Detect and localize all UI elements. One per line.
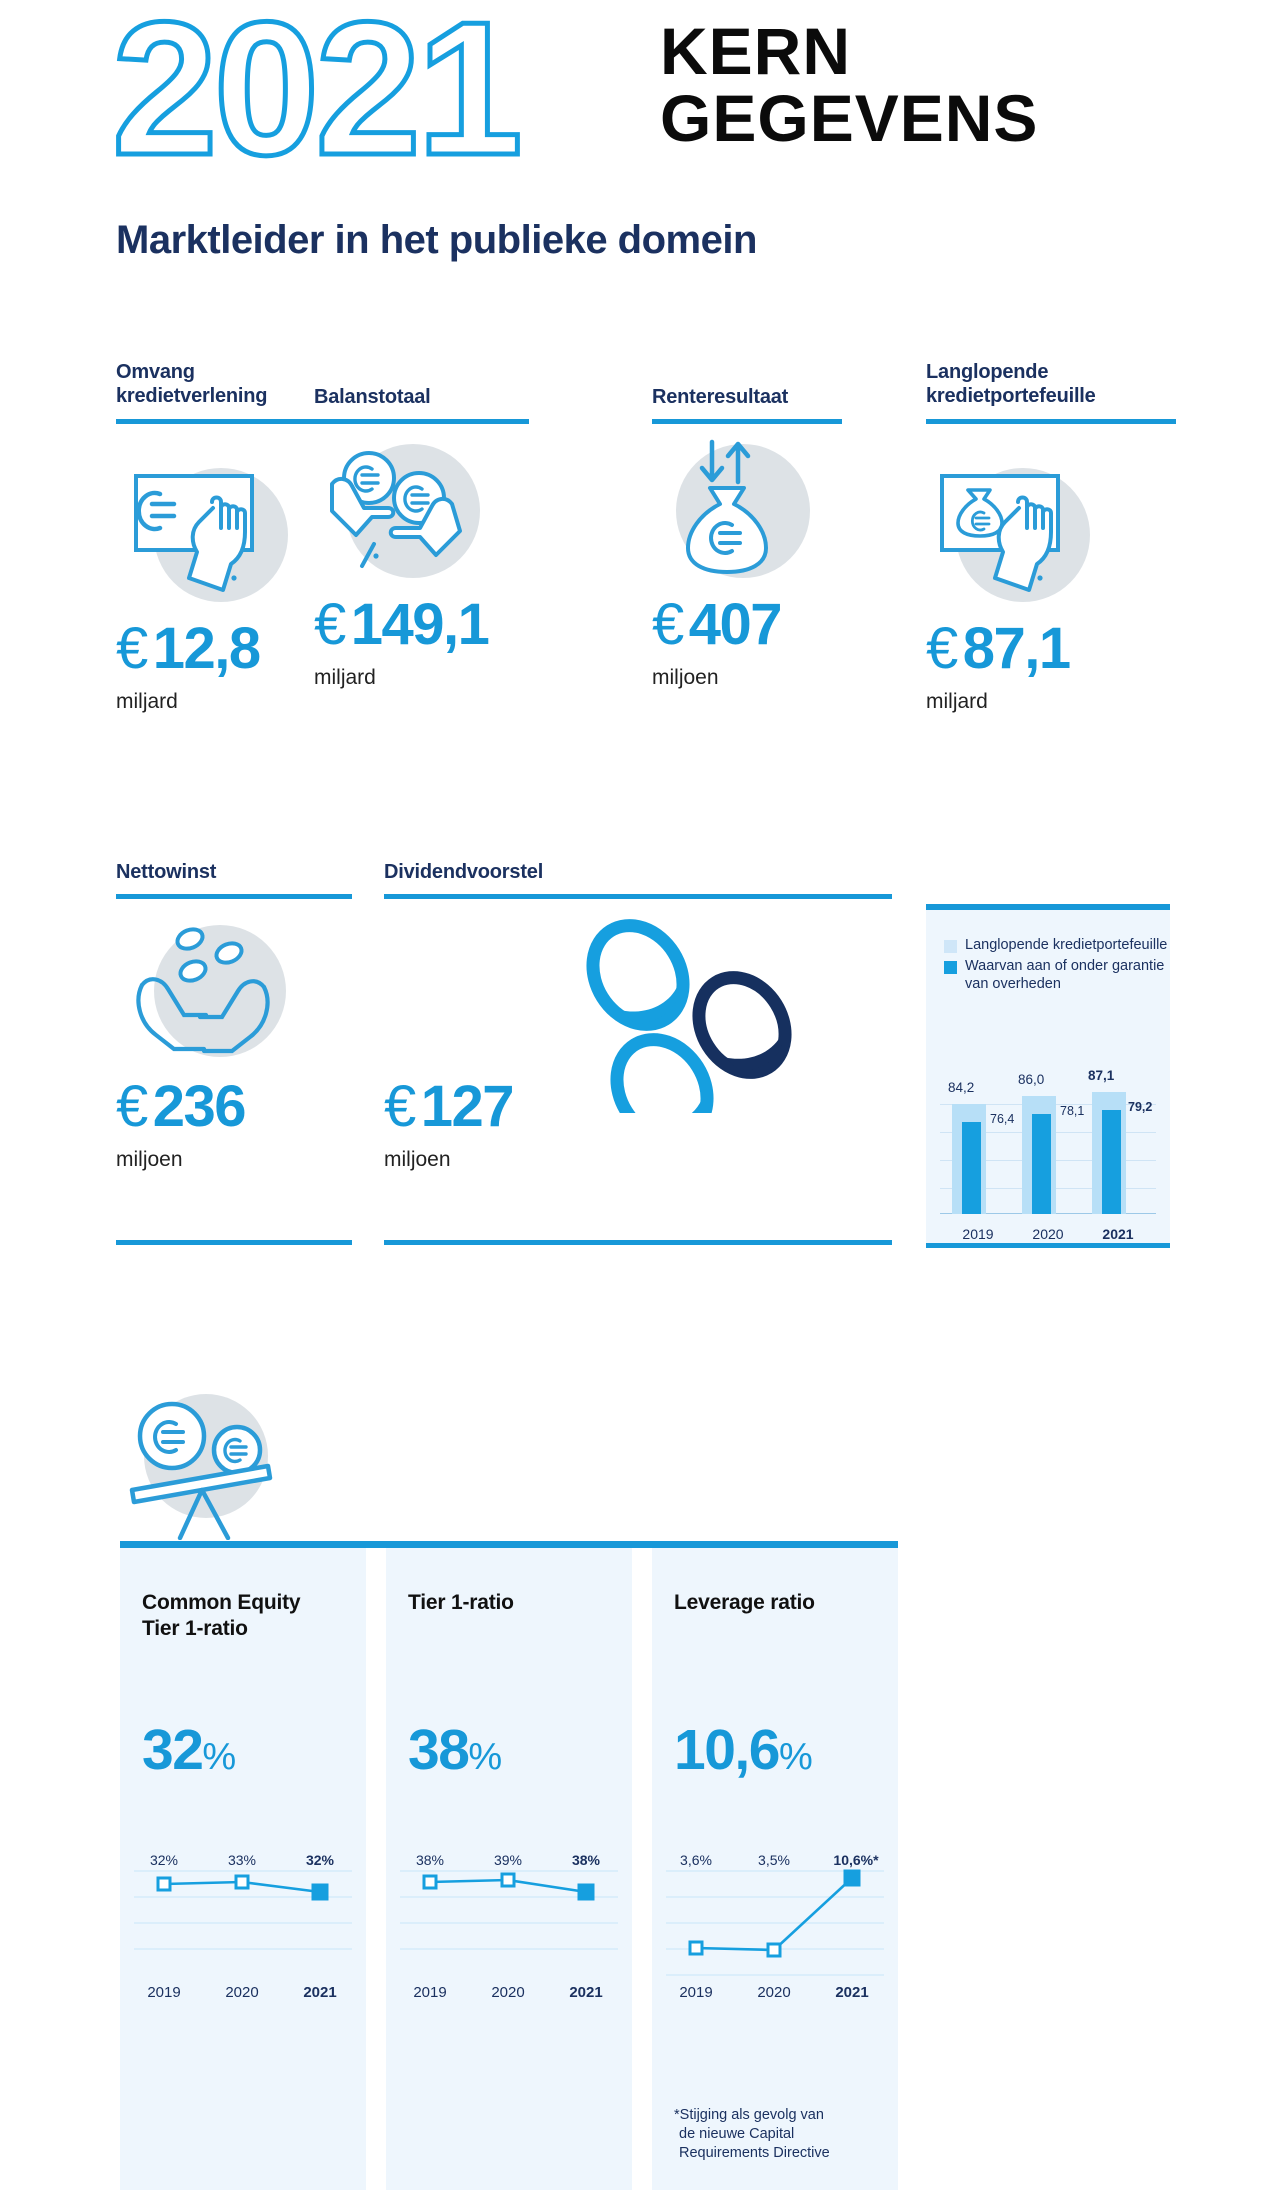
ratio-title: Tier 1-ratio <box>408 1591 514 1614</box>
line-marker-2021 <box>844 1870 861 1887</box>
ratio-section-rule <box>120 1541 898 1548</box>
line-xtick-2021: 2021 <box>835 1984 869 2001</box>
line-marker-2021 <box>578 1884 595 1901</box>
line-marker-2019 <box>423 1875 438 1890</box>
line-xtick-2019: 2019 <box>413 1984 447 2001</box>
year-text: 2021 <box>112 14 519 174</box>
legend-item-0 <box>944 936 1170 955</box>
kpi-title: Langlopende kredietportefeuille <box>926 361 1096 408</box>
icon-graphic <box>652 426 842 596</box>
money-bag-arrows-icon <box>652 426 842 596</box>
kpi-rule <box>116 419 346 424</box>
bar-label-dark-2019: 76,4 <box>990 1112 1015 1126</box>
kpi-rule <box>116 894 352 899</box>
year-outline-2021 <box>112 14 672 174</box>
kpi-value: € 127 <box>384 1074 514 1140</box>
line-path-svg <box>128 1816 358 2006</box>
kpi-rule <box>314 419 529 424</box>
ratio-value: 32% <box>142 1718 235 1782</box>
ratio-title: Common Equity Tier 1-ratio <box>142 1591 301 1641</box>
kpi-value: € 407 <box>652 592 782 658</box>
bar-label-light-2021: 87,1 <box>1088 1068 1115 1083</box>
percent-symbol: % <box>468 1736 501 1778</box>
ratio-line-chart-cet1 <box>128 1816 358 2006</box>
dividendvoorstel-bottom-rule <box>384 1240 892 1245</box>
line-xtick-2020: 2020 <box>225 1984 259 2001</box>
icon-graphic <box>116 913 336 1078</box>
ratio-value: 38% <box>408 1718 501 1782</box>
euro-symbol: € <box>116 1074 147 1140</box>
euro-symbol: € <box>314 592 345 658</box>
ratio-line-chart-tier1 <box>394 1816 624 2006</box>
line-path-svg <box>660 1816 890 2006</box>
kpi-unit: miljoen <box>652 666 719 690</box>
kpi-title: Renteresultaat <box>652 386 789 408</box>
bar-garantie-2020 <box>1032 1114 1051 1214</box>
legend-swatch-dark <box>944 961 957 974</box>
bar-garantie-2019 <box>962 1122 981 1214</box>
hand-pointing-money-bag-icon <box>926 450 1176 620</box>
kpi-unit: miljard <box>116 689 178 713</box>
kpi-rule <box>926 419 1176 424</box>
line-path-svg <box>394 1816 624 2006</box>
line-xtick-2019: 2019 <box>147 1984 181 2001</box>
bar-chart-panel <box>926 904 1170 1248</box>
icon-graphic <box>110 1380 320 1540</box>
legend-swatch-light <box>944 940 957 953</box>
point-label-2021: 38% <box>571 1852 601 1868</box>
point-label-2019: 32% <box>149 1852 179 1868</box>
point-label-2020: 3,5% <box>758 1852 790 1868</box>
line-xtick-2019: 2019 <box>679 1984 713 2001</box>
icon-graphic <box>116 450 316 620</box>
line-marker-2020 <box>501 1873 516 1888</box>
bar-garantie-2021 <box>1102 1110 1121 1214</box>
nettowinst-bottom-rule <box>116 1240 352 1245</box>
kpi-title: Nettowinst <box>116 861 217 883</box>
icon-graphic <box>926 450 1136 620</box>
bar-group-2021 <box>1088 1068 1153 1242</box>
bar-chart-legend <box>944 936 1170 996</box>
kpi-title: Dividendvoorstel <box>384 861 544 883</box>
bar-label-light-2019: 84,2 <box>948 1080 975 1095</box>
bar-label-light-2020: 86,0 <box>1018 1072 1045 1087</box>
kpi-card-omvang-kredietverlening <box>116 360 346 714</box>
point-label-2021: 10,6%* <box>833 1852 879 1868</box>
balance-scale-euro-icon <box>110 1380 320 1540</box>
bar-label-dark-2020: 78,1 <box>1060 1104 1085 1118</box>
kpi-card-dividendvoorstel <box>384 860 892 1172</box>
kpi-card-renteresultaat <box>652 385 842 690</box>
line-xtick-2021: 2021 <box>569 1984 603 2001</box>
kpi-card-langlopende-kredietportefeuille <box>926 360 1176 714</box>
legend-label-1: Waarvan aan of onder garantie van overheden <box>965 957 1165 993</box>
kpi-unit: miljoen <box>116 1148 183 1172</box>
kpi-unit: miljard <box>314 666 376 690</box>
bar-group-2019 <box>948 1080 1015 1242</box>
euro-symbol: € <box>652 592 683 658</box>
percent-symbol: % <box>778 1736 812 1778</box>
ratio-value: 10,6% <box>674 1718 812 1782</box>
kpi-unit: miljard <box>926 689 988 713</box>
point-label-2020: 33% <box>227 1852 257 1868</box>
kpi-title: Balanstotaal <box>314 386 431 408</box>
kpi-value: € 12,8 <box>116 615 260 681</box>
kpi-rule <box>652 419 842 424</box>
line-xtick-2020: 2020 <box>491 1984 525 2001</box>
euro-symbol: € <box>926 615 957 681</box>
header-subtitle: Marktleider in het publieke domein <box>116 218 757 262</box>
hands-catching-coins-icon <box>116 913 352 1078</box>
hand-pointing-euro-screen-icon <box>116 450 346 620</box>
point-label-2019: 38% <box>415 1852 445 1868</box>
line-marker-2019 <box>157 1877 172 1892</box>
header-title-line1: KERN <box>660 14 852 88</box>
icon-graphic <box>314 426 514 596</box>
legend-label-0: Langlopende kredietportefeuille <box>965 937 1168 953</box>
line-xtick-2020: 2020 <box>757 1984 791 2001</box>
kpi-value: € 87,1 <box>926 615 1070 681</box>
line-marker-2021 <box>312 1884 329 1901</box>
bar-chart-plot <box>940 1068 1156 1242</box>
percent-symbol: % <box>202 1736 235 1778</box>
point-label-2019: 3,6% <box>680 1852 712 1868</box>
line-marker-2019 <box>689 1941 704 1956</box>
kpi-rule <box>384 894 892 899</box>
line-marker-2020 <box>235 1875 250 1890</box>
kpi-unit: miljoen <box>384 1148 451 1172</box>
euro-symbol: € <box>384 1074 415 1140</box>
bar-xtick-2019: 2019 <box>962 1226 994 1242</box>
legend-item-1 <box>944 957 1170 994</box>
kpi-value: € 236 <box>116 1074 246 1140</box>
bar-xtick-2021: 2021 <box>1102 1226 1134 1242</box>
hands-holding-euro-coins-icon <box>314 426 529 596</box>
line-marker-2020 <box>767 1943 782 1958</box>
kpi-title: Omvang kredietverlening <box>116 361 268 408</box>
ratio-panel-leverage <box>652 1548 898 2190</box>
point-label-2021: 32% <box>305 1852 335 1868</box>
point-label-2020: 39% <box>493 1852 523 1868</box>
ratio-title: Leverage ratio <box>674 1591 815 1614</box>
falling-coins-icon <box>384 913 892 1078</box>
year-svg <box>112 14 672 174</box>
line-xtick-2021: 2021 <box>303 1984 337 2001</box>
header-title-line2: GEGEVENS <box>660 81 1039 156</box>
icon-graphic <box>556 913 896 1113</box>
header <box>0 0 1276 300</box>
ratio-panel-common-equity-tier1 <box>120 1548 366 2190</box>
kpi-card-balanstotaal <box>314 385 529 690</box>
bar-group-2020 <box>1018 1072 1085 1242</box>
header-title <box>660 14 1039 156</box>
leverage-footnote: *Stijging als gevolg van de nieuwe Capital Requirements Directive <box>674 2107 830 2162</box>
bar-label-dark-2021: 79,2 <box>1128 1100 1153 1114</box>
bar-xtick-2020: 2020 <box>1032 1226 1064 1242</box>
euro-symbol: € <box>116 615 147 681</box>
kpi-value: € 149,1 <box>314 592 489 658</box>
ratio-line-chart-leverage <box>660 1816 890 2006</box>
ratio-panel-tier1 <box>386 1548 632 2190</box>
kpi-card-nettowinst <box>116 860 352 1172</box>
